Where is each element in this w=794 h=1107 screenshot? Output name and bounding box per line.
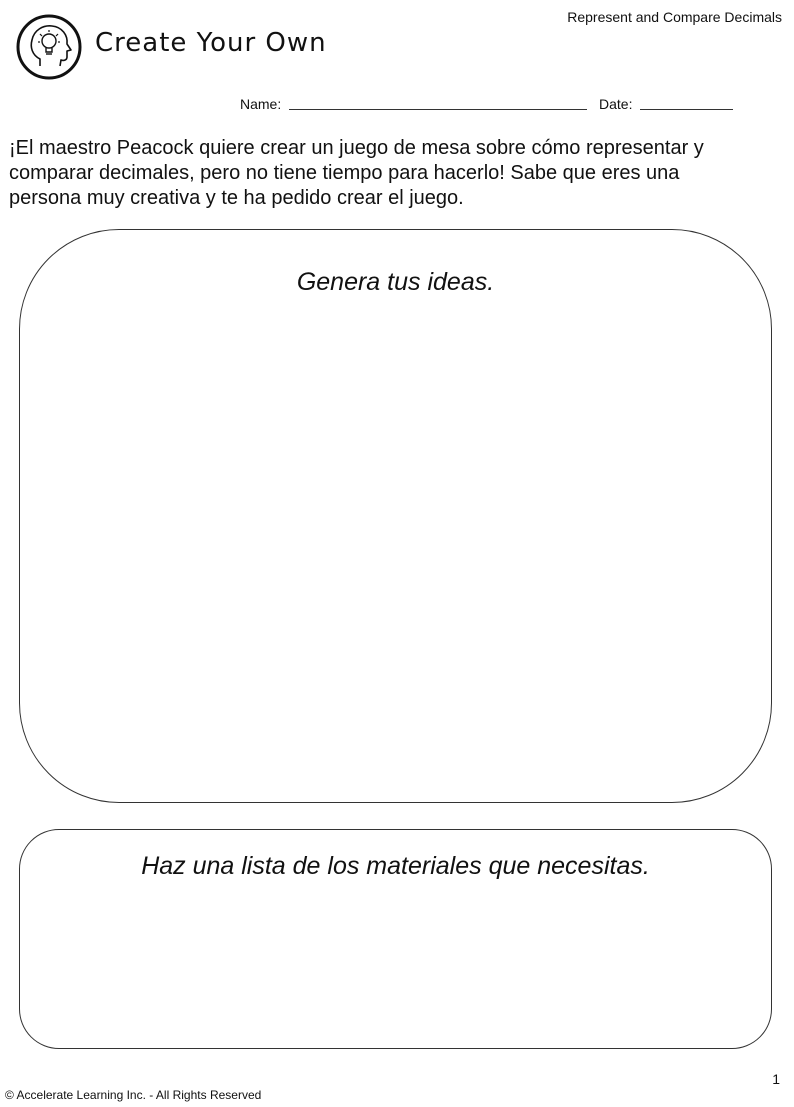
name-label: Name: (240, 96, 282, 112)
subject-label: Represent and Compare Decimals (567, 9, 782, 25)
intro-paragraph: ¡El maestro Peacock quiere crear un juego de mesa sobre cómo representar y comparar decimales, pero no tiene tiempo para hacerlo! Sabe que eres una persona muy creativa y te ha pedido crear el juego. (9, 137, 704, 209)
date-field[interactable] (640, 109, 733, 110)
date-label: Date: (599, 96, 633, 112)
materials-box[interactable] (19, 829, 772, 1049)
copyright-notice: © Accelerate Learning Inc. - All Rights Reserved (5, 1088, 262, 1102)
page-number: 1 (772, 1071, 780, 1087)
ideas-box-title: Genera tus ideas. (296, 268, 495, 296)
page-title: Create Your Own (95, 28, 327, 58)
materials-box-title: Haz una lista de los materiales que necesitas. (141, 852, 650, 880)
ideas-box[interactable] (19, 229, 772, 803)
head-lightbulb-icon (16, 14, 82, 80)
name-field[interactable] (289, 109, 587, 110)
